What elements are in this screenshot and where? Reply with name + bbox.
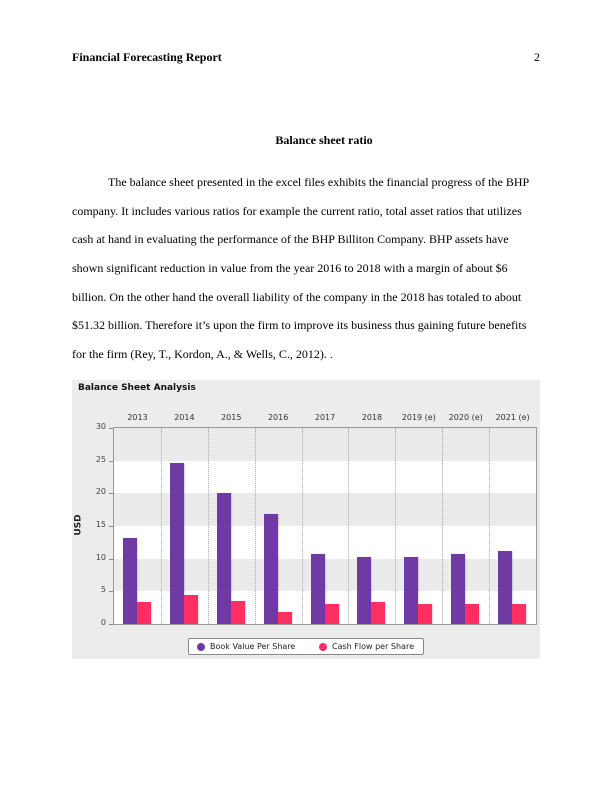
section-heading: Balance sheet ratio	[275, 133, 373, 147]
x-category-label: 2013	[127, 413, 148, 422]
grid-separator	[208, 428, 209, 624]
x-category-label: 2014	[174, 413, 195, 422]
grid-separator	[161, 428, 162, 624]
bar-book-value	[498, 551, 512, 624]
body-line: company. It includes various ratios for example the current ratio, total asset ratios that utilizes	[72, 203, 522, 218]
bar-book-value	[217, 493, 231, 624]
bar-book-value	[123, 538, 137, 624]
bar-cash-flow	[231, 601, 245, 624]
chart-title: Balance Sheet Analysis	[78, 383, 196, 393]
body-line: for the firm (Rey, T., Kordon, A., & Wells, C., 2012). .	[72, 347, 333, 362]
grid-separator	[395, 428, 396, 624]
grid-band	[114, 428, 536, 461]
y-tick-label: 25	[95, 454, 106, 464]
x-category-label: 2017	[314, 413, 336, 422]
legend-dot-icon	[319, 643, 327, 651]
bar-book-value	[264, 514, 278, 624]
y-axis-label: USD	[73, 514, 84, 536]
legend-dot-icon	[197, 643, 205, 651]
y-tick-label: 20	[95, 487, 106, 497]
bar-book-value	[311, 554, 325, 624]
balance-sheet-chart	[72, 380, 540, 659]
grid-separator	[442, 428, 443, 624]
body-line: $51.32 billion. Therefore it’s upon the firm to improve its business thus gaining future benefits	[72, 318, 527, 333]
x-category-label: 2016	[267, 413, 289, 422]
legend-label: Cash Flow per Share	[332, 642, 414, 651]
legend-label: Book Value Per Share	[210, 642, 296, 651]
bar-book-value	[357, 557, 371, 624]
x-category-label: 2015	[221, 413, 242, 422]
chart-legend	[188, 638, 424, 655]
x-category-label: 2019 (e)	[401, 413, 436, 422]
grid-separator	[255, 428, 256, 624]
grid-separator	[489, 428, 490, 624]
y-tick-label: 15	[95, 520, 106, 529]
body-line: The balance sheet presented in the excel files exhibits the financial progress of the BHP	[108, 175, 530, 189]
y-tick-label: 5	[100, 585, 106, 595]
running-header-title: Financial Forecasting Report	[72, 50, 222, 64]
bar-book-value	[451, 554, 465, 624]
bar-cash-flow	[465, 604, 479, 624]
y-tick-label: 10	[95, 552, 106, 562]
y-tick-label: 0	[100, 618, 106, 627]
grid-separator	[348, 428, 349, 624]
legend-item-book-value	[197, 642, 295, 651]
x-category-label: 2018	[361, 413, 383, 422]
page-number: 2	[534, 50, 540, 64]
bar-cash-flow	[325, 604, 339, 624]
legend-item-cash-flow	[319, 642, 414, 651]
body-line: cash at hand in evaluating the performance of the BHP Billiton Company. BHP assets have	[72, 232, 509, 247]
body-paragraph	[72, 172, 540, 373]
bar-cash-flow	[371, 602, 385, 624]
body-line: billion. On the other hand the overall liability of the company in the 2018 has totaled to about	[72, 289, 522, 304]
bar-cash-flow	[512, 604, 526, 624]
x-category-label: 2020 (e)	[448, 413, 483, 422]
y-tick-label: 30	[95, 422, 106, 431]
plot-area	[113, 427, 537, 625]
body-line: shown significant reduction in value from the year 2016 to 2018 with a margin of about $6	[72, 261, 508, 276]
x-category-label: 2021 (e)	[495, 413, 530, 422]
bar-book-value	[170, 463, 184, 624]
bar-book-value	[404, 557, 418, 624]
bar-cash-flow	[278, 612, 292, 624]
grid-separator	[302, 428, 303, 624]
bar-cash-flow	[418, 604, 432, 624]
bar-cash-flow	[184, 595, 198, 624]
bar-cash-flow	[137, 602, 151, 624]
